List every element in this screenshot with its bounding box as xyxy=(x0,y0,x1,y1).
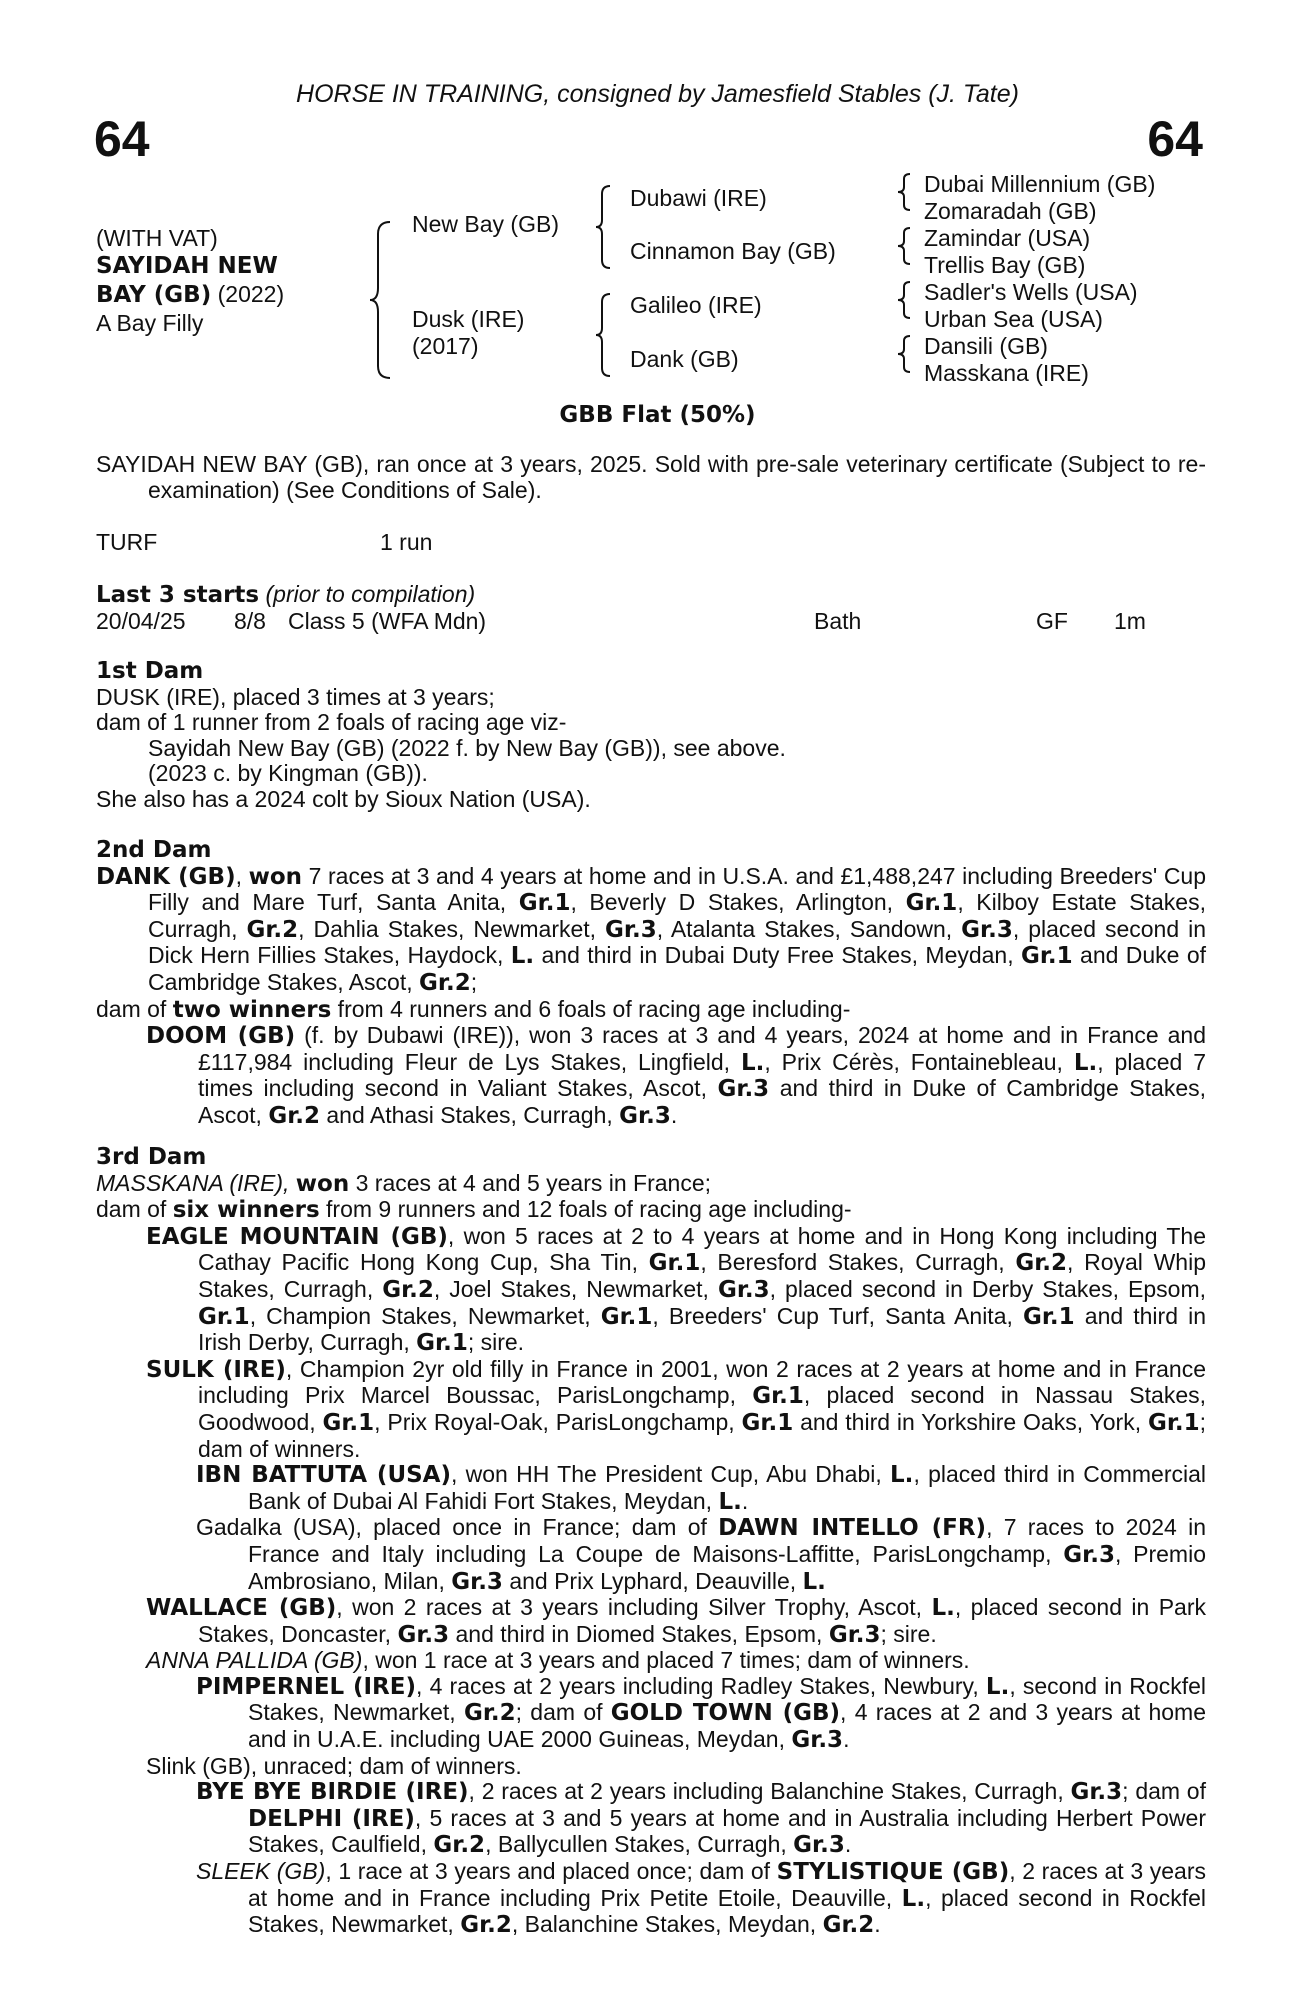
grade: Gr.3 xyxy=(717,1276,770,1303)
grade: Gr.3 xyxy=(717,1076,770,1103)
text: from 4 runners and 6 foals of racing age including- xyxy=(331,995,851,1022)
doom-name: DOOM (GB) xyxy=(146,1023,296,1050)
text: and third in Yorkshire Oaks, York, xyxy=(793,1408,1148,1435)
text: , Atalanta Stakes, Sandown, xyxy=(656,915,962,942)
table-row xyxy=(96,609,1206,635)
text: , second in Rockfel Stakes, Newmarket, xyxy=(248,1672,1207,1726)
pedigree-dam-dam: Dank (GB) xyxy=(630,346,739,372)
text: , Kilboy Estate Stakes, Curragh, xyxy=(148,889,1206,942)
grade: Gr.3 xyxy=(605,916,657,943)
grade: Gr.2 xyxy=(460,1912,512,1939)
text: and Prix Lyphard, Deauville, xyxy=(502,1567,803,1594)
slink-entry: Slink (GB), unraced; dam of winners. xyxy=(146,1752,522,1779)
third-dam-heading: 3rd Dam xyxy=(96,1144,207,1170)
grade: Gr.1 xyxy=(322,1409,375,1436)
text: , placed second in Park Stakes, Doncaster, xyxy=(198,1594,1206,1647)
winners-count: six winners xyxy=(172,1197,320,1224)
first-dam-line: dam of 1 runner from 2 foals of racing age viz- xyxy=(96,709,567,736)
dank-name: DANK (GB) xyxy=(96,863,236,890)
horse-year: (2022) xyxy=(217,281,285,307)
lot-number-right: 64 xyxy=(1147,111,1203,167)
text: . xyxy=(874,1911,881,1938)
text: Gadalka (USA), placed once in France; dam of xyxy=(196,1514,719,1541)
text: 3 races at 4 and 5 years in France; xyxy=(349,1169,712,1196)
text: , Prix Royal-Oak, ParisLongchamp, xyxy=(374,1408,742,1435)
grade: Gr.1 xyxy=(1147,1409,1200,1436)
sire-line-rating: GBB Flat (50%) xyxy=(559,402,756,428)
masskana-name: MASSKANA (IRE), xyxy=(96,1169,290,1196)
text: , placed second in Dick Hern Fillies Stakes, Haydock, xyxy=(148,915,1206,969)
grade: Gr.2 xyxy=(822,1912,875,1939)
grade: Gr.3 xyxy=(451,1568,503,1595)
grade: Gr.3 xyxy=(793,1832,845,1859)
text: , 7 races to 2024 in France and Italy including La Coupe de Maisons-Laffitte, ParisLongchamp, xyxy=(248,1514,1206,1567)
text: 7 races at 3 and 4 years at home and in U.S.A. and £1,488,247 including Breeders' Cup Filly and Mare Turf, Santa Anita, xyxy=(148,862,1207,916)
grade: L. xyxy=(1073,1049,1098,1076)
grade: L. xyxy=(802,1568,826,1595)
pedigree-g3-5: Sadler's Wells (USA) xyxy=(924,279,1138,305)
text: and third in Duke of Cambridge Stakes, Ascot, xyxy=(198,1075,1206,1128)
dank-dam-of xyxy=(96,997,1206,1024)
grade: L. xyxy=(890,1462,914,1489)
pedigree-bracket-g3-4 xyxy=(896,334,912,374)
pedigree-g3-7: Dansili (GB) xyxy=(924,333,1048,359)
last-starts-note: (prior to compilation) xyxy=(265,581,476,607)
horse-name-line1: SAYIDAH NEW xyxy=(96,253,278,279)
ibn-battuta-name: IBN BATTUTA (USA) xyxy=(196,1462,451,1489)
text: , Prix Cérès, Fontainebleau, xyxy=(764,1048,1074,1075)
pedigree-sire-sire: Dubawi (IRE) xyxy=(630,185,767,211)
text: , 4 races at 2 years including Radley Stakes, Newbury, xyxy=(416,1672,986,1699)
pimpernel-name: PIMPERNEL (IRE) xyxy=(196,1673,416,1700)
first-dam-section xyxy=(96,659,1206,813)
grade: L. xyxy=(931,1595,955,1622)
pedigree-dam: Dusk (IRE) xyxy=(412,306,525,332)
grade: Gr.2 xyxy=(246,916,299,943)
winners-count: two winners xyxy=(172,996,332,1023)
anna-pallida-name: ANNA PALLIDA (GB) xyxy=(146,1647,363,1674)
text: , placed third in Commercial Bank of Dubai Al Fahidi Fort Stakes, Meydan, xyxy=(248,1461,1206,1514)
text: . xyxy=(843,1726,850,1753)
grade: Gr.1 xyxy=(752,1383,804,1410)
wallace-entry xyxy=(96,1595,1206,1648)
dank-entry: DANK (GB), won 7 races at 3 and 4 years at home and in U.S.A. and £1,488,247 including Breeders' Cup Filly and Mare Turf, Santa Anita, Gr.1, Beverly D Stakes, Arlington, Gr.1, Kilboy Estate Stakes, Curragh, Gr.2, Dahlia Stakes, Newmarket, Gr.3, Atalanta Stakes, Sandown, Gr.3, placed second in Dick Hern Fillies Stakes, Haydock, L. and third in Dubai Duty Free Stakes, Meydan, Gr.1 and Duke of Cambridge Stakes, Ascot, Gr.2; xyxy=(96,862,1207,996)
first-dam-heading: 1st Dam xyxy=(96,658,204,684)
grade: L. xyxy=(718,1488,742,1515)
stylistique-name: STYLISTIQUE (GB) xyxy=(776,1859,1010,1886)
anna-pallida-entry xyxy=(96,1648,1206,1674)
grade: Gr.2 xyxy=(419,969,471,996)
pedigree-bracket-g3-2 xyxy=(896,226,912,266)
grade: Gr.3 xyxy=(961,916,1013,943)
start-distance: 1m xyxy=(1114,607,1146,634)
text: and third in Diomed Stakes, Epsom, xyxy=(449,1620,829,1647)
grade: Gr.2 xyxy=(1015,1250,1068,1277)
gadalka-entry xyxy=(96,1515,1206,1595)
text: . xyxy=(670,1101,678,1128)
text: ; dam of xyxy=(515,1699,611,1726)
summary-block xyxy=(96,452,1206,503)
bye-bye-birdie-entry xyxy=(96,1779,1206,1859)
text: , Ballycullen Stakes, Curragh, xyxy=(485,1831,794,1858)
text: and third in Dubai Duty Free Stakes, Meydan, xyxy=(534,942,1021,969)
text: ; sire. xyxy=(880,1620,937,1647)
first-dam-line: (2023 c. by Kingman (GB)). xyxy=(148,760,428,787)
text: , placed second in Rockfel Stakes, Newmarket, xyxy=(248,1884,1206,1938)
grade: L. xyxy=(740,1049,765,1076)
pedigree-bracket-g3-1 xyxy=(896,172,912,212)
text: and Duke of Cambridge Stakes, Ascot, xyxy=(148,942,1206,995)
text: , Beverly D Stakes, Arlington, xyxy=(570,889,906,916)
masskana-dam-of xyxy=(96,1197,1206,1224)
start-race: Class 5 (WFA Mdn) xyxy=(288,607,487,634)
grade: Gr.1 xyxy=(648,1250,701,1277)
text: , 5 races at 3 and 5 years at home and in Australia including Herbert Power Stakes, Caulfield, xyxy=(248,1804,1206,1858)
text: . xyxy=(844,1831,852,1858)
grade: Gr.1 xyxy=(905,890,958,917)
sulk-entry xyxy=(96,1357,1206,1462)
third-dam-section xyxy=(96,1145,1206,1939)
grade: Gr.1 xyxy=(1020,943,1073,970)
first-dam-line: DUSK (IRE), placed 3 times at 3 years; xyxy=(96,683,495,710)
pedigree-sire-dam: Cinnamon Bay (GB) xyxy=(630,238,836,264)
text: , Champion 2yr old filly in France in 2001, won 2 races at 2 years at home and in France including Prix Marcel Boussac, ParisLongchamp, xyxy=(198,1355,1206,1409)
sleek-entry xyxy=(96,1859,1206,1939)
masskana-entry xyxy=(96,1171,1206,1198)
eagle-mountain-entry xyxy=(96,1224,1206,1357)
pedigree-dam-sire: Galileo (IRE) xyxy=(630,292,762,318)
text: , won 5 races at 2 to 4 years at home and in Hong Kong including The Cathay Pacific Hong Kong Cup, Sha Tin, xyxy=(198,1222,1206,1276)
start-position: 8/8 xyxy=(234,607,266,634)
grade: L. xyxy=(510,943,535,970)
grade: L. xyxy=(985,1673,1010,1700)
pedigree-dam-year: (2017) xyxy=(412,333,479,359)
page-header-title: HORSE IN TRAINING, consigned by Jamesfield Stables (J. Tate) xyxy=(296,80,1019,108)
dawn-intello-name: DAWN INTELLO (FR) xyxy=(718,1515,987,1542)
text: dam of xyxy=(96,995,173,1022)
text: , Dahlia Stakes, Newmarket, xyxy=(298,915,606,942)
won-label: won xyxy=(248,863,303,890)
text: , 4 races at 2 and 3 years at home and in U.A.E. including UAE 2000 Guineas, Meydan, xyxy=(248,1699,1206,1753)
grade: Gr.3 xyxy=(397,1621,450,1648)
horse-description: A Bay Filly xyxy=(96,310,204,336)
grade: Gr.2 xyxy=(463,1700,516,1727)
text: , 1 race at 3 years and placed once; dam of xyxy=(325,1858,777,1885)
eagle-mountain-name: EAGLE MOUNTAIN (GB) xyxy=(146,1223,448,1250)
summary-text: SAYIDAH NEW BAY (GB), ran once at 3 years, 2025. Sold with pre-sale veterinary certificate (Subject to re-examination) (See Conditions of Sale). xyxy=(96,451,1206,503)
pedigree-g3-3: Zamindar (USA) xyxy=(924,225,1091,251)
start-going: GF xyxy=(1036,607,1068,634)
pedigree-sire: New Bay (GB) xyxy=(412,211,559,237)
wallace-name: WALLACE (GB) xyxy=(146,1595,337,1622)
grade: Gr.3 xyxy=(619,1102,671,1129)
grade: Gr.1 xyxy=(600,1303,653,1330)
start-course: Bath xyxy=(814,607,862,634)
grade: Gr.3 xyxy=(791,1727,844,1754)
grade: Gr.1 xyxy=(416,1330,468,1357)
pedigree-g3-1: Dubai Millennium (GB) xyxy=(924,171,1156,197)
text: dam of xyxy=(96,1196,173,1223)
last-starts-heading: Last 3 starts xyxy=(96,582,260,608)
grade: Gr.2 xyxy=(433,1832,486,1859)
gold-town-name: GOLD TOWN (GB) xyxy=(610,1700,841,1727)
pedigree-bracket-g3-3 xyxy=(896,280,912,320)
pedigree-g3-6: Urban Sea (USA) xyxy=(924,306,1103,332)
grade: Gr.1 xyxy=(518,890,571,917)
grade: Gr.1 xyxy=(1022,1303,1075,1330)
horse-identity xyxy=(96,224,284,337)
pedigree-bracket-sire xyxy=(594,184,612,270)
turf-label: TURF xyxy=(96,529,158,555)
text: , Royal Whip Stakes, Curragh, xyxy=(198,1249,1206,1302)
last-starts xyxy=(96,582,1206,634)
pedigree-bracket-main xyxy=(368,220,392,380)
text: ; dam of xyxy=(1122,1778,1206,1805)
text: from 9 runners and 12 foals of racing age including- xyxy=(319,1196,852,1223)
text: , placed second in Nassau Stakes, Goodwood, xyxy=(198,1382,1206,1435)
pedigree-g3-2: Zomaradah (GB) xyxy=(924,198,1097,224)
delphi-name: DELPHI (IRE) xyxy=(248,1805,415,1832)
text: , Beresford Stakes, Curragh, xyxy=(700,1249,1016,1276)
vat-label: (WITH VAT) xyxy=(96,225,218,251)
grade: Gr.1 xyxy=(741,1409,794,1436)
second-dam-heading: 2nd Dam xyxy=(96,837,212,863)
grade: Gr.3 xyxy=(1070,1779,1123,1806)
grade: Gr.2 xyxy=(268,1102,320,1129)
doom-entry xyxy=(96,1023,1206,1129)
sleek-name: SLEEK (GB) xyxy=(196,1858,326,1885)
turf-record xyxy=(96,530,1206,556)
text: ; sire. xyxy=(467,1329,525,1356)
turf-value: 1 run xyxy=(380,529,433,555)
sulk-name: SULK (IRE) xyxy=(146,1356,286,1383)
text: , placed 7 times including second in Valiant Stakes, Ascot, xyxy=(198,1048,1206,1102)
won-label: won xyxy=(295,1170,350,1197)
lot-number-left: 64 xyxy=(94,111,150,167)
text: . xyxy=(741,1487,749,1514)
grade: Gr.3 xyxy=(828,1621,881,1648)
text: ; dam of winners. xyxy=(198,1408,1207,1462)
grade: Gr.1 xyxy=(198,1303,250,1330)
ibn-battuta-entry xyxy=(96,1462,1206,1515)
first-dam-line: Sayidah New Bay (GB) (2022 f. by New Bay (GB)), see above. xyxy=(148,734,786,761)
text: (f. by Dubawi (IRE)), won 3 races at 3 and 4 years, 2024 at home and in France and £117,984 including Fleur de Lys Stakes, Lingfield, xyxy=(198,1022,1207,1075)
text: , 2 races at 2 years including Balanchine Stakes, Curragh, xyxy=(468,1778,1071,1805)
text: , placed second in Derby Stakes, Epsom, xyxy=(769,1275,1206,1302)
text: and third in Irish Derby, Curragh, xyxy=(198,1302,1206,1356)
text: , Joel Stakes, Newmarket, xyxy=(433,1275,718,1302)
start-date: 20/04/25 xyxy=(96,607,186,634)
text: and Athasi Stakes, Curragh, xyxy=(320,1101,620,1128)
pedigree-g3-8: Masskana (IRE) xyxy=(924,360,1089,386)
bye-bye-birdie-name: BYE BYE BIRDIE (IRE) xyxy=(196,1779,469,1806)
text: , won 2 races at 3 years including Silver Trophy, Ascot, xyxy=(336,1594,932,1621)
pimpernel-entry xyxy=(96,1674,1206,1754)
text: , Balanchine Stakes, Meydan, xyxy=(511,1911,823,1938)
first-dam-line: She also has a 2024 colt by Sioux Nation (USA). xyxy=(96,785,591,812)
text: , Premio Ambrosiano, Milan, xyxy=(248,1540,1206,1594)
pedigree-g3-4: Trellis Bay (GB) xyxy=(924,252,1086,278)
grade: Gr.3 xyxy=(1063,1541,1115,1568)
text: ; xyxy=(470,968,478,995)
pedigree-bracket-dam xyxy=(594,292,612,378)
text: , 2 races at 3 years at home and in France including Prix Petite Etoile, Deauville, xyxy=(248,1858,1206,1911)
second-dam-section xyxy=(96,838,1206,1130)
text: , won HH The President Cup, Abu Dhabi, xyxy=(451,1461,891,1488)
horse-name-line2: BAY (GB) xyxy=(96,282,212,308)
grade: L. xyxy=(901,1885,926,1912)
grade: Gr.2 xyxy=(382,1276,434,1303)
text: , Breeders' Cup Turf, Santa Anita, xyxy=(652,1302,1023,1329)
text: , Champion Stakes, Newmarket, xyxy=(249,1302,601,1329)
text: , won 1 race at 3 years and placed 7 times; dam of winners. xyxy=(362,1647,970,1674)
